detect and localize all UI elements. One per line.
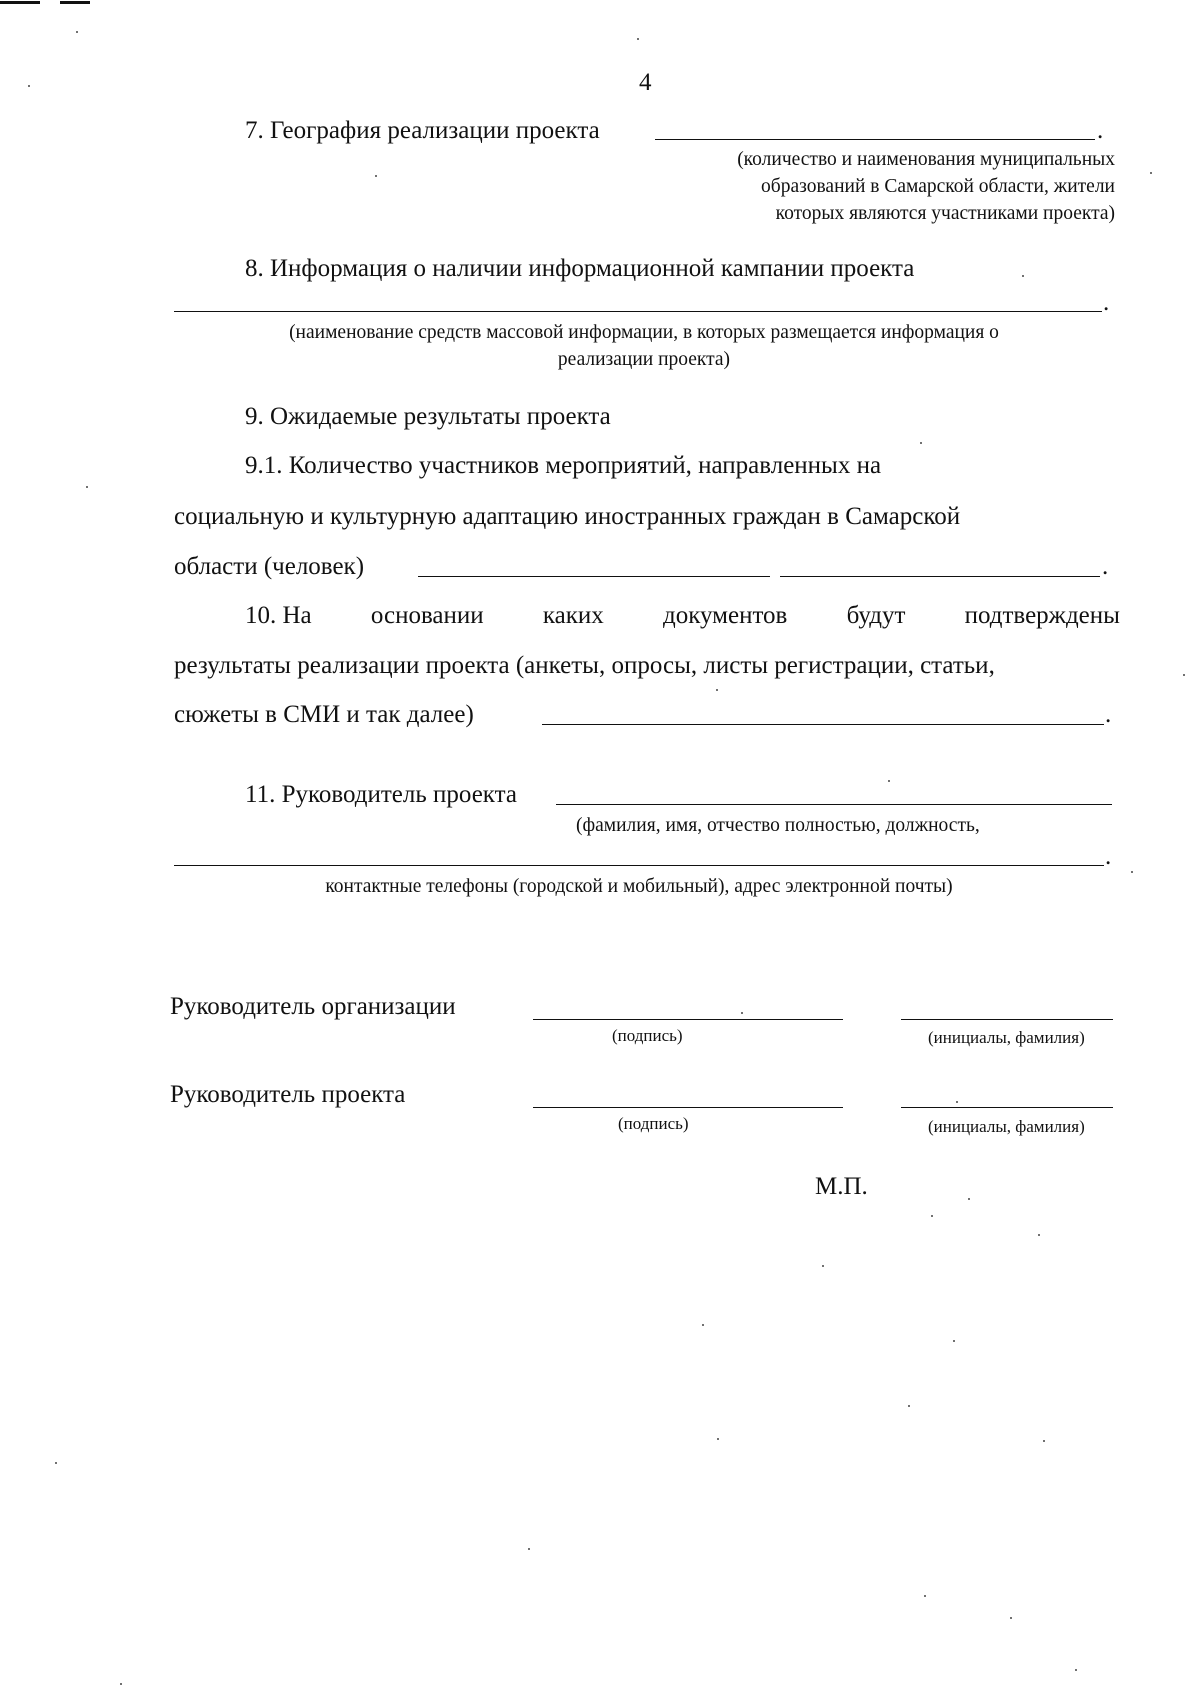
item10-word: каких (542, 602, 604, 629)
project-head-name-line[interactable] (901, 1107, 1113, 1108)
item7-note-line: которых являются участниками проекта) (775, 203, 1115, 224)
item11-fill-line (174, 865, 1104, 866)
item11-label: 11. Руководитель проекта (245, 781, 517, 808)
item10-word: подтверждены (964, 602, 1120, 629)
item10-word: будут (846, 602, 906, 629)
scan-speckle (888, 780, 890, 782)
project-head-signature-caption: (подпись) (618, 1114, 689, 1133)
scan-speckle (76, 31, 78, 33)
scan-speckle (1183, 674, 1185, 676)
project-head-label: Руководитель проекта (170, 1081, 406, 1108)
org-head-name-caption: (инициалы, фамилия) (928, 1028, 1085, 1047)
item9-label: 9. Ожидаемые результаты проекта (245, 403, 611, 430)
item9-1-line3: области (человек) (174, 553, 365, 580)
scan-speckle (1131, 871, 1133, 873)
org-head-signature-line[interactable] (533, 1019, 843, 1020)
item10-end-mark: . (1105, 701, 1112, 728)
org-head-label: Руководитель организации (170, 993, 456, 1020)
seal-mark: М.П. (815, 1173, 868, 1200)
scan-speckle (1010, 1617, 1012, 1619)
item7-fill-line (655, 139, 1095, 140)
scan-speckle (924, 1595, 926, 1597)
scan-speckle (1075, 1669, 1077, 1671)
item8-note (174, 319, 1114, 373)
project-head-signature-line[interactable] (533, 1107, 843, 1108)
scan-speckle (28, 85, 30, 87)
scan-speckle (822, 1265, 824, 1267)
scan-speckle (931, 1215, 933, 1217)
org-head-signature-caption: (подпись) (612, 1026, 683, 1045)
item10-fill-line (542, 724, 1104, 725)
item10-line2: результаты реализации проекта (анкеты, опросы, листы регистрации, статьи, (174, 652, 995, 679)
item9-fill-line (780, 576, 1100, 577)
scan-speckle (1038, 1234, 1040, 1236)
item8-fill-line (174, 311, 1102, 312)
scan-speckle (86, 486, 88, 488)
item11-note-line2: контактные телефоны (городской и мобильный), адрес электронной почты) (325, 876, 953, 897)
scan-speckle (953, 1340, 955, 1342)
project-head-name-caption: (инициалы, фамилия) (928, 1117, 1085, 1136)
item11-note-line1: (фамилия, имя, отчество полностью, должность, (576, 815, 980, 836)
item10-line1 (245, 601, 1120, 631)
scan-speckle (1043, 1440, 1045, 1442)
item8-end-mark: . (1103, 289, 1110, 316)
item10-word: 10. На (245, 602, 312, 629)
scan-speckle (717, 1438, 719, 1440)
scan-speckle (908, 1405, 910, 1407)
item7-end-mark: . (1097, 117, 1104, 144)
item9-end-mark: . (1102, 553, 1109, 580)
item11-end-mark: . (1105, 843, 1112, 870)
scan-speckle (120, 1683, 122, 1685)
item8-note-line: (наименование средств массовой информации, в которых размещается информация о (289, 322, 999, 343)
scan-speckle (637, 38, 639, 40)
scan-speckle (528, 1548, 530, 1550)
item9-1-line2: социальную и культурную адаптацию иностранных граждан в Самарской (174, 503, 961, 530)
item7-label: 7. География реализации проекта (245, 117, 600, 144)
item9-fill-line (418, 576, 770, 577)
scan-speckle (375, 175, 377, 177)
item11-fill-line (556, 804, 1112, 805)
item9-1-line1: 9.1. Количество участников мероприятий, направленных на (245, 452, 882, 479)
page-number: 4 (639, 69, 652, 96)
scan-speckle (55, 1462, 57, 1464)
scan-speckle (1150, 172, 1152, 174)
scan-speckle (702, 1324, 704, 1326)
scan-speckle (741, 1012, 743, 1014)
item7-note-line: образований в Самарской области, жители (761, 176, 1115, 197)
item10-word: документов (662, 602, 788, 629)
item8-label: 8. Информация о наличии информационной кампании проекта (245, 255, 915, 282)
scan-edge-mark (60, 1, 90, 4)
item10-line3: сюжеты в СМИ и так далее) (174, 701, 474, 728)
scan-speckle (968, 1198, 970, 1200)
item10-word: основании (370, 602, 484, 629)
item8-note-line: реализации проекта) (557, 349, 731, 370)
scan-speckle (920, 442, 922, 444)
item7-note-line: (количество и наименования муниципальных (737, 149, 1115, 170)
scan-edge-mark (0, 1, 40, 4)
item7-note (737, 146, 1115, 227)
org-head-name-line[interactable] (901, 1019, 1113, 1020)
scan-speckle (956, 1101, 958, 1103)
scan-speckle (1022, 275, 1024, 277)
scan-speckle (716, 689, 718, 691)
